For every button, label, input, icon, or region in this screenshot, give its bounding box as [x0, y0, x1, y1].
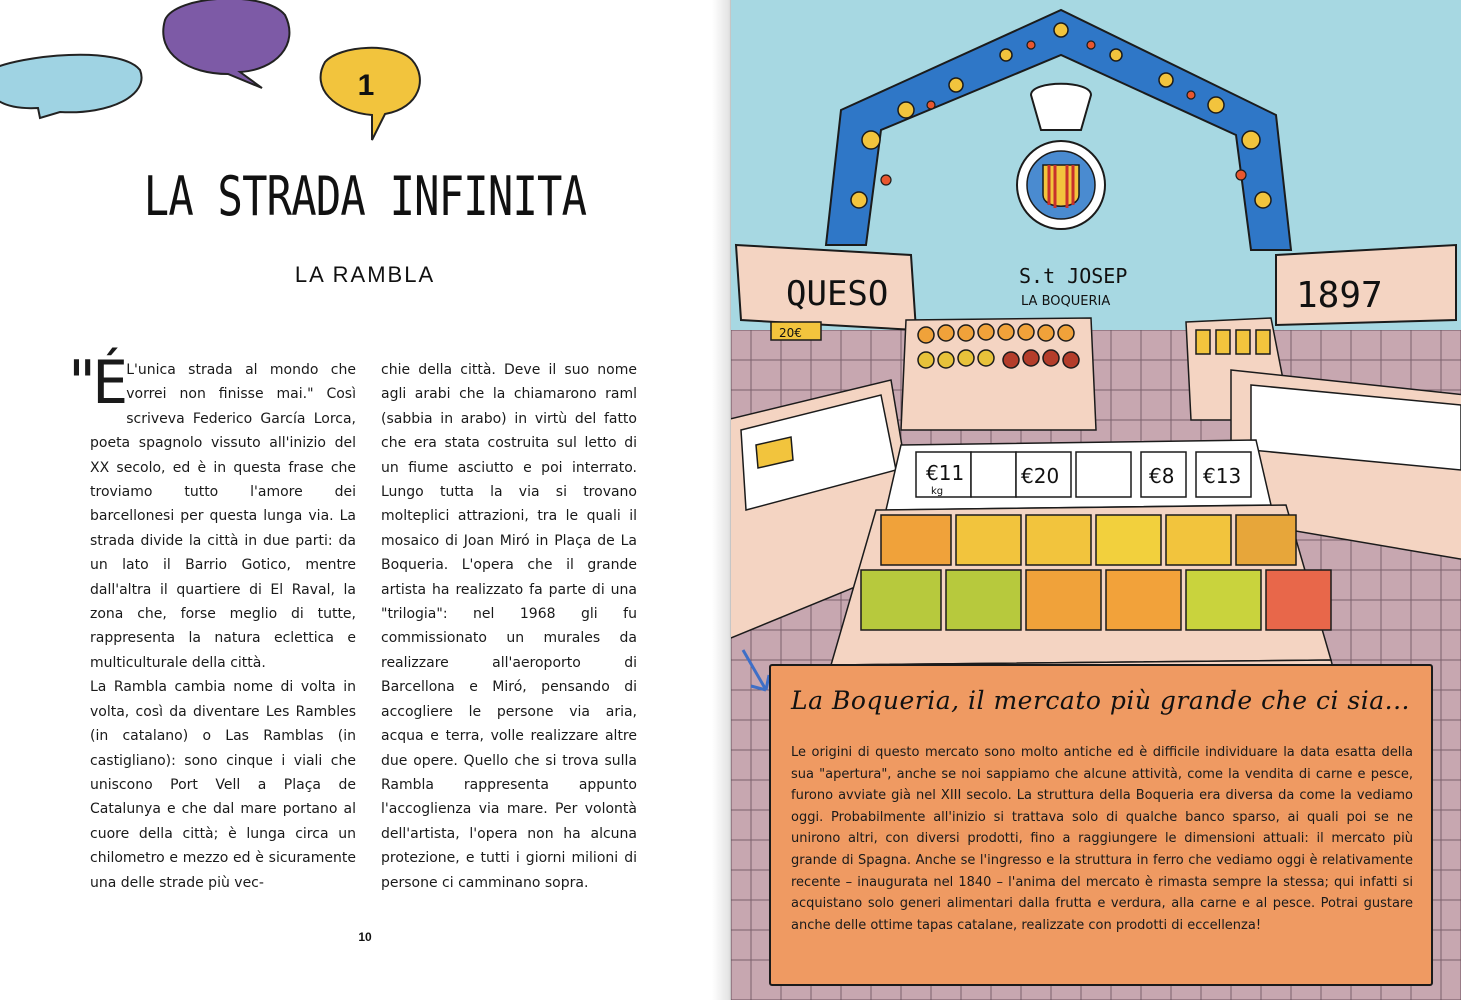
price-label-11-unit: kg [931, 486, 944, 497]
chapter-subtitle: LA RAMBLA [294, 262, 436, 287]
purple-speech-bubble [163, 0, 289, 88]
right-page [731, 0, 1461, 1000]
queso-sign-label: QUESO [786, 274, 889, 314]
blue-speech-bubble [0, 55, 142, 118]
left-page [0, 0, 730, 1000]
boqueria-info-box [769, 664, 1433, 986]
dropcap: "É [64, 348, 121, 418]
la-boqueria-label: LA BOQUERIA [1021, 294, 1111, 309]
year-sign-label: 1897 [1296, 275, 1383, 316]
text-column-2 [381, 358, 637, 895]
year-sign [1276, 245, 1456, 325]
chapter-number: 1 [357, 69, 375, 102]
book-gutter-shadow [712, 0, 732, 1000]
price-label-8: €8 [1149, 464, 1175, 488]
price-label-20: €20 [1021, 464, 1060, 488]
text-column-1 [64, 348, 356, 895]
chapter-title: LA STRADA INFINITA [143, 165, 587, 228]
info-box-title: La Boqueria, il mercato più grande che ci sia... [791, 686, 1410, 715]
price-label-11: €11 [926, 461, 965, 485]
price-label-13: €13 [1203, 464, 1242, 488]
page-number: 10 [358, 930, 372, 944]
sant-josep-label: S.t JOSEP [1019, 264, 1128, 288]
paragraph-1: L'unica strada al mondo che vorrei non finisse mai." Così scriveva Federico García Lorca, poeta spagnolo vissuto all'inizio del XX secolo, ed è in questa frase che troviamo tutto l'amore dei barcellonesi per questa lunga via. La strada divide la città in due parti: da un lato il Barrio Gotico, mentre dall'altra il quartiere di El Raval, la zona che, forse meglio di tutte, rappresenta la natura eclettica e multiculturale della città. [90, 362, 356, 671]
paragraph-3: chie della città. Deve il suo nome agli arabi che la chiamarono raml (sabbia in arabo) in virtù del fatto che era stata costruita sul letto di un fiume asciutto e poi interrato. Lungo tutta la via si trovano molteplici attrazioni, tra le quali il mosaico di Joan Miró in Plaça de La Boqueria. L'opera che il grande artista ha realizzato fa parte di una "trilogia": nel 1968 gli fu commissionato un murales da realizzare all'aeroporto di Barcellona e Miró, pensando di accogliere le persone via aria, acqua e terra, volle realizzare altre due opere. Quello che si trova sulla Rambla rappresenta appunto l'accoglienza via mare. Per volontà dell'artista, l'opera non ha alcuna protezione, e tutti i giorni milioni di persone ci camminano sopra. [381, 362, 637, 891]
info-box-text: Le origini di questo mercato sono molto antiche ed è difficile individuare la data esatta della sua "apertura", anche se noi sappiamo che alcune attività, come la vendita di carne e pesce, furono avviate già nel XIII secolo. La struttura della Boqueria era diversa da come la vediamo oggi. Probabilmente all'inizio si trattava solo di qualche banco sparso, ai quali poi se ne unirono altri, con diversi prodotti, fino a raggiungere le dimensioni attuali: il mercato più grande di Spagna. Anche se l'ingresso e la struttura in ferro che vediamo oggi è relativamente recente – inaugurata nel 1840 – l'anima del mercato è rimasta sempre la stessa; qui infatti si acquistano solo generi alimentari dalla frutta e verdura, alla carne e al pesce. Potrai gustare anche delle ottime tapas catalane, realizzate con prodotti di eccellenza! [791, 745, 1413, 933]
paragraph-2: La Rambla cambia nome di volta in volta, così da diventare Les Rambles (in catalano) o Las Ramblas (in castigliano): sono cinque i viali che uniscono Port Vell a Plaça de Catalunya e che dal mare portano al cuore della città; è lunga circa un chilometro e mezzo ed è sicuramente una delle strade più vec- [90, 679, 356, 891]
cheese-price-tag: 20€ [779, 326, 802, 340]
queso-sign [736, 245, 916, 330]
